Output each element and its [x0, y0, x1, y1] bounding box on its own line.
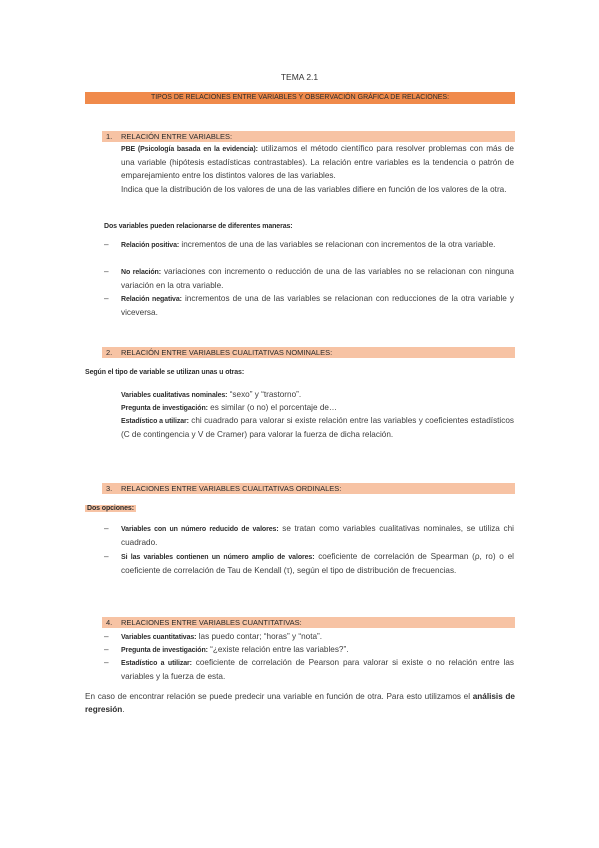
s2-intro: Según el tipo de variable se utilizan unas u otras:	[85, 369, 245, 376]
item-term: No relación:	[121, 269, 161, 276]
page-title: TEMA 2.1	[280, 72, 319, 82]
closing-paragraph	[85, 690, 515, 716]
item-text: coeficiente de correlación de Pearson para valorar si existe o no relación entre las variables y la fuerza de esta.	[121, 658, 514, 682]
closing-end: .	[122, 705, 125, 715]
section-3-header	[102, 483, 515, 494]
section-number: 4.	[106, 618, 113, 627]
dash-bullet: –	[104, 645, 109, 654]
pbe-term: PBE (Psicología basada en la evidencia):	[121, 146, 258, 153]
item-text: variaciones con incremento o reducción de una de las variables no se relacionan con ninguna variación en la otra variable.	[121, 267, 514, 291]
section-number: 1.	[106, 132, 113, 141]
indica-paragraph: Indica que la distribución de los valores de una de las variables difiere en función de los valores de la otra.	[121, 185, 507, 194]
item-text: incrementos de una de las variables se relacionan con reducciones de la otra variable y viceversa.	[121, 294, 514, 318]
dash-bullet: –	[104, 658, 109, 667]
list-item	[104, 265, 514, 292]
item-term: Pregunta de investigación:	[121, 647, 208, 654]
dash-bullet: –	[104, 267, 109, 276]
dash-bullet: –	[104, 240, 109, 249]
item-term: Si las variables contienen un número amplio de valores:	[121, 554, 315, 561]
item-term: Variables cualitativas nominales:	[121, 392, 228, 399]
item-term: Variables con un número reducido de valores:	[121, 526, 279, 533]
item-term: Estadístico a utilizar:	[121, 418, 189, 425]
item-term: Pregunta de investigación:	[121, 405, 208, 412]
section-label: RELACIONES ENTRE VARIABLES CUANTITATIVAS:	[121, 618, 302, 627]
section-label: RELACIONES ENTRE VARIABLES CUALITATIVAS ORDINALES:	[121, 484, 342, 493]
closing-bold: análisis de regresión	[85, 692, 515, 715]
list-item	[104, 238, 514, 252]
list-item	[104, 550, 514, 577]
dos-variables-heading: Dos variables pueden relacionarse de diferentes maneras:	[104, 223, 293, 230]
dash-bullet: –	[104, 524, 109, 533]
item-text: incrementos de una de las variables se relacionan con incrementos de la otra variable.	[179, 240, 496, 249]
item-text: chi cuadrado para valorar si existe relación entre las variables y coeficientes estadísticos (C de contingencia y V de Cramer) para valorar la fuerza de dicha relación.	[121, 416, 514, 440]
item-text: coeficiente de correlación de Spearman (ρ, ro) o el coeficiente de correlación de Tau de Kendall (τ), según el tipo de distribución de frecuencias.	[121, 552, 514, 576]
pbe-text: utilizamos el método científico para resolver problemas con más de una variable (hipótesis estadísticas contrastables). La relación entre variables es la tendencia o patrón de emparejamiento entre los distintos valores de las variables.	[121, 144, 514, 181]
topic-banner: TIPOS DE RELACIONES ENTRE VARIABLES Y OBSERVACIÓN GRÁFICA DE RELACIONES:	[85, 92, 515, 104]
section-number: 2.	[106, 348, 113, 357]
list-item	[104, 656, 514, 683]
section-number: 3.	[106, 484, 113, 493]
item-text: “sexo” y “trastorno”.	[227, 390, 302, 399]
item-term: Relación positiva:	[121, 242, 180, 249]
dash-bullet: –	[104, 552, 109, 561]
s3-intro-wrap	[85, 501, 136, 514]
item-text: “¿existe relación entre las variables?”.	[207, 645, 349, 654]
section-4-header	[102, 617, 515, 628]
section-1-header	[102, 131, 515, 142]
item-term: Estadístico a utilizar:	[121, 660, 192, 667]
item-text: es similar (o no) el porcentaje de…	[207, 403, 338, 412]
section-label: RELACIÓN ENTRE VARIABLES:	[121, 132, 233, 141]
list-item	[104, 292, 514, 319]
item-term: Relación negativa:	[121, 296, 182, 303]
s3-intro: Dos opciones:	[87, 505, 134, 512]
dash-bullet: –	[104, 632, 109, 641]
section-2-header	[102, 347, 515, 358]
item-term: Variables cuantitativas:	[121, 634, 197, 641]
item-text: las puedo contar; “horas” y “nota”.	[196, 632, 323, 641]
pbe-paragraph	[121, 142, 514, 183]
section-label: RELACIÓN ENTRE VARIABLES CUALITATIVAS NOMINALES:	[121, 348, 333, 357]
list-item	[104, 522, 514, 549]
dash-bullet: –	[104, 294, 109, 303]
closing-text: En caso de encontrar relación se puede predecir una variable en función de otra. Para esto utilizamos el	[85, 692, 473, 701]
s2-item	[121, 414, 514, 441]
item-text: se tratan como variables cualitativas nominales, se utiliza chi cuadrado.	[121, 524, 514, 548]
